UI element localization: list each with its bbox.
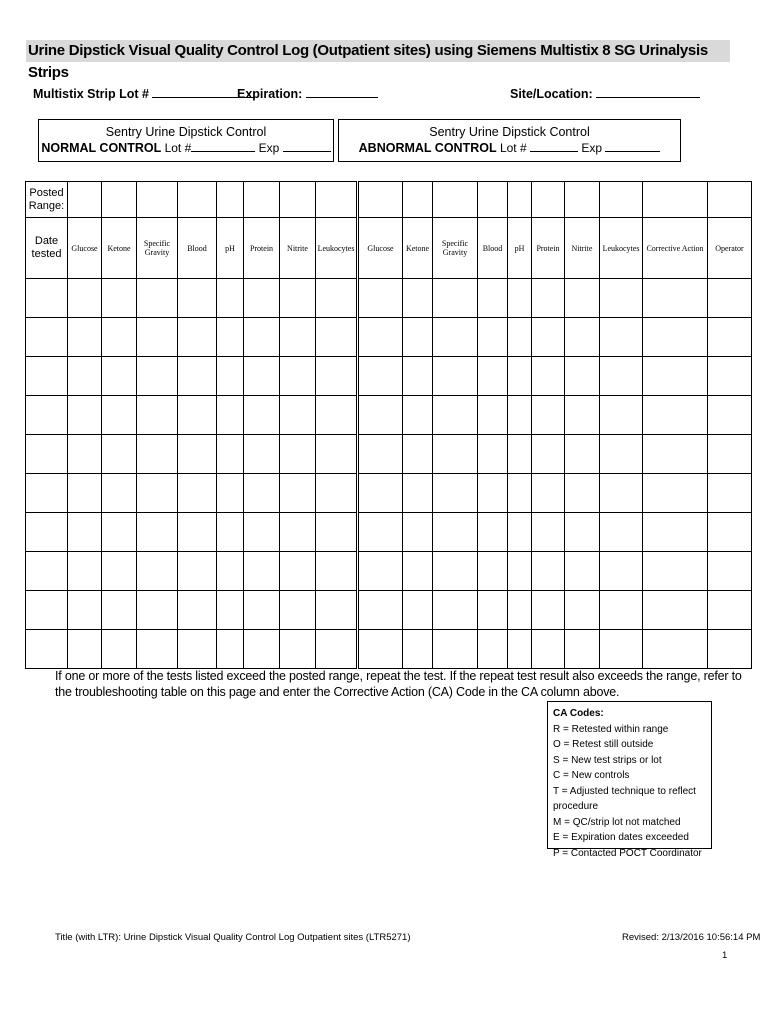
result-cell[interactable] xyxy=(244,279,280,318)
result-cell[interactable] xyxy=(433,630,478,669)
posted-range-row xyxy=(26,182,752,218)
result-cell[interactable] xyxy=(358,318,403,357)
result-cell[interactable] xyxy=(708,435,752,474)
result-cell[interactable] xyxy=(643,630,708,669)
posted-range-cell[interactable] xyxy=(403,182,433,218)
result-cell[interactable] xyxy=(178,396,217,435)
table-row xyxy=(26,396,752,435)
result-cell[interactable] xyxy=(600,513,643,552)
result-cell[interactable] xyxy=(478,552,508,591)
column-header-normal: Blood xyxy=(178,218,217,279)
posted-range-cell[interactable] xyxy=(358,182,403,218)
result-cell[interactable] xyxy=(137,318,178,357)
instructions-text: If one or more of the tests listed exceed the posted range, repeat the test. If the repeat test result also exceeds the range, refer to the troubleshooting table on this page and enter the Corrective Action (CA) Code in the CA column above. xyxy=(55,669,742,699)
result-cell[interactable] xyxy=(478,591,508,630)
result-cell[interactable] xyxy=(532,318,565,357)
result-cell[interactable] xyxy=(68,357,102,396)
result-cell[interactable] xyxy=(358,435,403,474)
result-cell[interactable] xyxy=(102,279,137,318)
result-cell[interactable] xyxy=(102,552,137,591)
result-cell[interactable] xyxy=(137,279,178,318)
result-cell[interactable] xyxy=(532,552,565,591)
column-header-extra: Corrective Action xyxy=(643,218,708,279)
result-cell[interactable] xyxy=(643,552,708,591)
result-cell[interactable] xyxy=(280,474,316,513)
expiration-blank[interactable] xyxy=(306,86,378,98)
result-cell[interactable] xyxy=(68,396,102,435)
column-header-normal: Protein xyxy=(244,218,280,279)
result-cell[interactable] xyxy=(508,474,532,513)
result-cell[interactable] xyxy=(102,474,137,513)
result-cell[interactable] xyxy=(68,552,102,591)
result-cell[interactable] xyxy=(102,396,137,435)
result-cell[interactable] xyxy=(244,630,280,669)
result-cell[interactable] xyxy=(708,318,752,357)
result-cell[interactable] xyxy=(403,591,433,630)
date-cell[interactable] xyxy=(26,474,68,513)
result-cell[interactable] xyxy=(643,396,708,435)
table-row xyxy=(26,513,752,552)
result-cell[interactable] xyxy=(643,318,708,357)
result-cell[interactable] xyxy=(508,630,532,669)
result-cell[interactable] xyxy=(244,396,280,435)
result-cell[interactable] xyxy=(280,396,316,435)
table-row xyxy=(26,630,752,669)
result-cell[interactable] xyxy=(708,279,752,318)
result-cell[interactable] xyxy=(643,357,708,396)
result-cell[interactable] xyxy=(137,435,178,474)
result-cell[interactable] xyxy=(316,396,358,435)
ca-code-item: O = Retest still outside xyxy=(553,739,654,750)
result-cell[interactable] xyxy=(403,357,433,396)
result-cell[interactable] xyxy=(316,513,358,552)
qc-log-table xyxy=(25,181,752,669)
result-cell[interactable] xyxy=(280,279,316,318)
result-cell[interactable] xyxy=(68,513,102,552)
result-cell[interactable] xyxy=(708,357,752,396)
column-header-abnormal: Glucose xyxy=(358,218,403,279)
result-cell[interactable] xyxy=(600,396,643,435)
result-cell[interactable] xyxy=(137,513,178,552)
result-cell[interactable] xyxy=(433,513,478,552)
result-cell[interactable] xyxy=(280,630,316,669)
result-cell[interactable] xyxy=(137,357,178,396)
date-cell[interactable] xyxy=(26,552,68,591)
result-cell[interactable] xyxy=(280,435,316,474)
expiration-field[interactable] xyxy=(237,86,378,101)
result-cell[interactable] xyxy=(244,474,280,513)
result-cell[interactable] xyxy=(600,474,643,513)
posted-range-cell[interactable] xyxy=(68,182,102,218)
strip-lot-label: Multistix Strip Lot # xyxy=(33,87,149,101)
date-cell[interactable] xyxy=(26,357,68,396)
result-cell[interactable] xyxy=(403,630,433,669)
result-cell[interactable] xyxy=(217,552,244,591)
result-cell[interactable] xyxy=(280,318,316,357)
abnormal-control-heading: Sentry Urine Dipstick Control xyxy=(429,125,590,139)
result-cell[interactable] xyxy=(508,396,532,435)
result-cell[interactable] xyxy=(600,552,643,591)
result-cell[interactable] xyxy=(244,591,280,630)
result-cell[interactable] xyxy=(600,630,643,669)
normal-control-exp-label: Exp xyxy=(258,141,280,155)
result-cell[interactable] xyxy=(565,474,600,513)
result-cell[interactable] xyxy=(643,591,708,630)
result-cell[interactable] xyxy=(358,591,403,630)
normal-lot-blank[interactable] xyxy=(191,140,255,152)
ca-code-item: S = New test strips or lot xyxy=(553,754,662,766)
result-cell[interactable] xyxy=(600,357,643,396)
result-cell[interactable] xyxy=(217,474,244,513)
result-cell[interactable] xyxy=(433,552,478,591)
result-cell[interactable] xyxy=(478,630,508,669)
table-row xyxy=(26,591,752,630)
posted-range-cell[interactable] xyxy=(565,182,600,218)
result-cell[interactable] xyxy=(433,396,478,435)
table-row xyxy=(26,435,752,474)
normal-control-heading: Sentry Urine Dipstick Control xyxy=(105,125,267,139)
result-cell[interactable] xyxy=(178,435,217,474)
result-cell[interactable] xyxy=(358,279,403,318)
column-header-normal: Ketone xyxy=(102,218,137,279)
result-cell[interactable] xyxy=(508,318,532,357)
result-cell[interactable] xyxy=(217,591,244,630)
result-cell[interactable] xyxy=(178,279,217,318)
result-cell[interactable] xyxy=(68,435,102,474)
result-cell[interactable] xyxy=(600,435,643,474)
result-cell[interactable] xyxy=(708,513,752,552)
result-cell[interactable] xyxy=(244,552,280,591)
posted-range-cell[interactable] xyxy=(433,182,478,218)
result-cell[interactable] xyxy=(102,513,137,552)
header-row xyxy=(26,218,752,279)
result-cell[interactable] xyxy=(403,513,433,552)
result-cell[interactable] xyxy=(532,396,565,435)
posted-range-cell[interactable] xyxy=(508,182,532,218)
column-header-abnormal: Ketone xyxy=(403,218,433,279)
result-cell[interactable] xyxy=(178,357,217,396)
date-cell[interactable] xyxy=(26,396,68,435)
result-cell[interactable] xyxy=(217,513,244,552)
site-location-label: Site/Location: xyxy=(510,87,593,101)
result-cell[interactable] xyxy=(433,318,478,357)
result-cell[interactable] xyxy=(137,552,178,591)
column-header-extra: Operator xyxy=(708,218,752,279)
result-cell[interactable] xyxy=(403,552,433,591)
result-cell[interactable] xyxy=(316,357,358,396)
result-cell[interactable] xyxy=(244,357,280,396)
result-cell[interactable] xyxy=(600,591,643,630)
result-cell[interactable] xyxy=(403,318,433,357)
result-cell[interactable] xyxy=(403,435,433,474)
result-cell[interactable] xyxy=(478,357,508,396)
result-cell[interactable] xyxy=(244,435,280,474)
result-cell[interactable] xyxy=(565,591,600,630)
abnormal-control-name: ABNORMAL CONTROL xyxy=(358,141,497,155)
result-cell[interactable] xyxy=(433,279,478,318)
posted-range-cell[interactable] xyxy=(708,182,752,218)
result-cell[interactable] xyxy=(358,357,403,396)
result-cell[interactable] xyxy=(532,630,565,669)
column-header-normal: Specific Gravity xyxy=(137,218,178,279)
result-cell[interactable] xyxy=(478,396,508,435)
posted-range-cell[interactable] xyxy=(316,182,358,218)
result-cell[interactable] xyxy=(600,279,643,318)
result-cell[interactable] xyxy=(565,435,600,474)
result-cell[interactable] xyxy=(433,357,478,396)
result-cell[interactable] xyxy=(708,630,752,669)
result-cell[interactable] xyxy=(178,630,217,669)
result-cell[interactable] xyxy=(178,318,217,357)
result-cell[interactable] xyxy=(565,396,600,435)
column-header-normal: Leukocytes xyxy=(316,218,358,279)
ca-code-item: E = Expiration dates exceeded xyxy=(553,832,689,843)
posted-range-label: Posted Range: xyxy=(26,182,68,218)
result-cell[interactable] xyxy=(178,591,217,630)
result-cell[interactable] xyxy=(478,474,508,513)
result-cell[interactable] xyxy=(102,357,137,396)
result-cell[interactable] xyxy=(708,474,752,513)
site-location-blank[interactable] xyxy=(596,86,700,98)
result-cell[interactable] xyxy=(316,435,358,474)
column-header-normal: Nitrite xyxy=(280,218,316,279)
result-cell[interactable] xyxy=(478,513,508,552)
result-cell[interactable] xyxy=(102,318,137,357)
result-cell[interactable] xyxy=(217,630,244,669)
page-title: Urine Dipstick Visual Quality Control Log (Outpatient sites) using Siemens Multistix 8 SG Urinalysis Strips xyxy=(26,40,730,62)
result-cell[interactable] xyxy=(217,279,244,318)
result-cell[interactable] xyxy=(68,279,102,318)
posted-range-cell[interactable] xyxy=(643,182,708,218)
table-row xyxy=(26,357,752,396)
result-cell[interactable] xyxy=(217,396,244,435)
result-cell[interactable] xyxy=(102,591,137,630)
abnormal-exp-blank[interactable] xyxy=(605,140,660,152)
column-header-abnormal: Nitrite xyxy=(565,218,600,279)
posted-range-cell[interactable] xyxy=(532,182,565,218)
strip-lot-field[interactable] xyxy=(33,86,255,101)
result-cell[interactable] xyxy=(565,357,600,396)
result-cell[interactable] xyxy=(532,279,565,318)
date-cell[interactable] xyxy=(26,435,68,474)
result-cell[interactable] xyxy=(708,591,752,630)
ca-codes-title: CA Codes: xyxy=(553,708,604,719)
posted-range-cell[interactable] xyxy=(102,182,137,218)
page-number: 1 xyxy=(722,950,728,961)
result-cell[interactable] xyxy=(358,396,403,435)
result-cell[interactable] xyxy=(708,552,752,591)
normal-control-lot-label: Lot # xyxy=(164,141,192,155)
column-header-abnormal: Specific Gravity xyxy=(433,218,478,279)
result-cell[interactable] xyxy=(478,318,508,357)
result-cell[interactable] xyxy=(565,513,600,552)
posted-range-cell[interactable] xyxy=(280,182,316,218)
result-cell[interactable] xyxy=(532,357,565,396)
result-cell[interactable] xyxy=(508,552,532,591)
date-cell[interactable] xyxy=(26,513,68,552)
table-row xyxy=(26,279,752,318)
date-cell[interactable] xyxy=(26,630,68,669)
footer-revised: Revised: 2/13/2016 10:56:14 PM xyxy=(622,932,761,943)
posted-range-cell[interactable] xyxy=(478,182,508,218)
result-cell[interactable] xyxy=(508,279,532,318)
ca-code-item: C = New controls xyxy=(553,770,630,781)
table-row xyxy=(26,474,752,513)
result-cell[interactable] xyxy=(137,591,178,630)
column-header-abnormal: Leukocytes xyxy=(600,218,643,279)
footer-title: Title (with LTR): Urine Dipstick Visual Quality Control Log Outpatient sites (LTR5271) xyxy=(55,932,411,943)
result-cell[interactable] xyxy=(68,318,102,357)
result-cell[interactable] xyxy=(280,357,316,396)
ca-code-item: T = Adjusted technique to reflect procedure xyxy=(553,785,696,812)
result-cell[interactable] xyxy=(565,552,600,591)
ca-code-item: M = QC/strip lot not matched xyxy=(553,816,681,828)
result-cell[interactable] xyxy=(508,357,532,396)
result-cell[interactable] xyxy=(316,474,358,513)
posted-range-cell[interactable] xyxy=(178,182,217,218)
result-cell[interactable] xyxy=(68,474,102,513)
result-cell[interactable] xyxy=(508,591,532,630)
column-header-abnormal: pH xyxy=(508,218,532,279)
result-cell[interactable] xyxy=(316,630,358,669)
result-cell[interactable] xyxy=(643,513,708,552)
ca-codes-box xyxy=(547,701,712,859)
posted-range-cell[interactable] xyxy=(217,182,244,218)
normal-exp-blank[interactable] xyxy=(283,140,331,152)
abnormal-control-exp-label: Exp xyxy=(581,141,603,155)
result-cell[interactable] xyxy=(316,318,358,357)
result-cell[interactable] xyxy=(643,474,708,513)
column-header-normal: pH xyxy=(217,218,244,279)
result-cell[interactable] xyxy=(403,396,433,435)
column-header-normal: Glucose xyxy=(68,218,102,279)
date-cell[interactable] xyxy=(26,279,68,318)
result-cell[interactable] xyxy=(433,474,478,513)
result-cell[interactable] xyxy=(600,318,643,357)
result-cell[interactable] xyxy=(217,357,244,396)
result-cell[interactable] xyxy=(358,474,403,513)
result-cell[interactable] xyxy=(532,435,565,474)
expiration-label: Expiration: xyxy=(237,87,303,101)
site-location-field[interactable] xyxy=(510,86,700,101)
result-cell[interactable] xyxy=(358,552,403,591)
result-cell[interactable] xyxy=(68,591,102,630)
result-cell[interactable] xyxy=(137,396,178,435)
table-row xyxy=(26,318,752,357)
result-cell[interactable] xyxy=(358,630,403,669)
result-cell[interactable] xyxy=(244,318,280,357)
result-cell[interactable] xyxy=(178,552,217,591)
result-cell[interactable] xyxy=(565,318,600,357)
result-cell[interactable] xyxy=(532,591,565,630)
result-cell[interactable] xyxy=(478,435,508,474)
abnormal-lot-blank[interactable] xyxy=(530,140,578,152)
result-cell[interactable] xyxy=(358,513,403,552)
ca-code-item: R = Retested within range xyxy=(553,723,669,735)
result-cell[interactable] xyxy=(508,435,532,474)
result-cell[interactable] xyxy=(280,591,316,630)
result-cell[interactable] xyxy=(508,513,532,552)
result-cell[interactable] xyxy=(280,552,316,591)
result-cell[interactable] xyxy=(316,552,358,591)
normal-control-name: NORMAL CONTROL xyxy=(41,141,162,155)
result-cell[interactable] xyxy=(102,630,137,669)
result-cell[interactable] xyxy=(102,435,137,474)
date-tested-label: Date tested xyxy=(26,218,68,279)
result-cell[interactable] xyxy=(280,513,316,552)
posted-range-cell[interactable] xyxy=(137,182,178,218)
result-cell[interactable] xyxy=(217,318,244,357)
result-cell[interactable] xyxy=(433,591,478,630)
result-cell[interactable] xyxy=(708,396,752,435)
result-cell[interactable] xyxy=(403,474,433,513)
result-cell[interactable] xyxy=(532,474,565,513)
result-cell[interactable] xyxy=(316,591,358,630)
result-cell[interactable] xyxy=(178,474,217,513)
normal-control-box xyxy=(38,119,334,162)
result-cell[interactable] xyxy=(643,279,708,318)
result-cell[interactable] xyxy=(316,279,358,318)
posted-range-cell[interactable] xyxy=(244,182,280,218)
result-cell[interactable] xyxy=(178,513,217,552)
result-cell[interactable] xyxy=(433,435,478,474)
table-row xyxy=(26,552,752,591)
result-cell[interactable] xyxy=(217,435,244,474)
result-cell[interactable] xyxy=(137,630,178,669)
abnormal-control-box xyxy=(338,119,681,162)
column-header-abnormal: Blood xyxy=(478,218,508,279)
result-cell[interactable] xyxy=(565,279,600,318)
abnormal-control-lot-label: Lot # xyxy=(499,141,527,155)
posted-range-cell[interactable] xyxy=(600,182,643,218)
result-cell[interactable] xyxy=(68,630,102,669)
date-cell[interactable] xyxy=(26,591,68,630)
result-cell[interactable] xyxy=(565,630,600,669)
ca-code-item: P = Contacted POCT Coordinator xyxy=(553,847,702,859)
result-cell[interactable] xyxy=(478,279,508,318)
result-cell[interactable] xyxy=(643,435,708,474)
result-cell[interactable] xyxy=(137,474,178,513)
result-cell[interactable] xyxy=(403,279,433,318)
date-cell[interactable] xyxy=(26,318,68,357)
column-header-abnormal: Protein xyxy=(532,218,565,279)
result-cell[interactable] xyxy=(532,513,565,552)
result-cell[interactable] xyxy=(244,513,280,552)
